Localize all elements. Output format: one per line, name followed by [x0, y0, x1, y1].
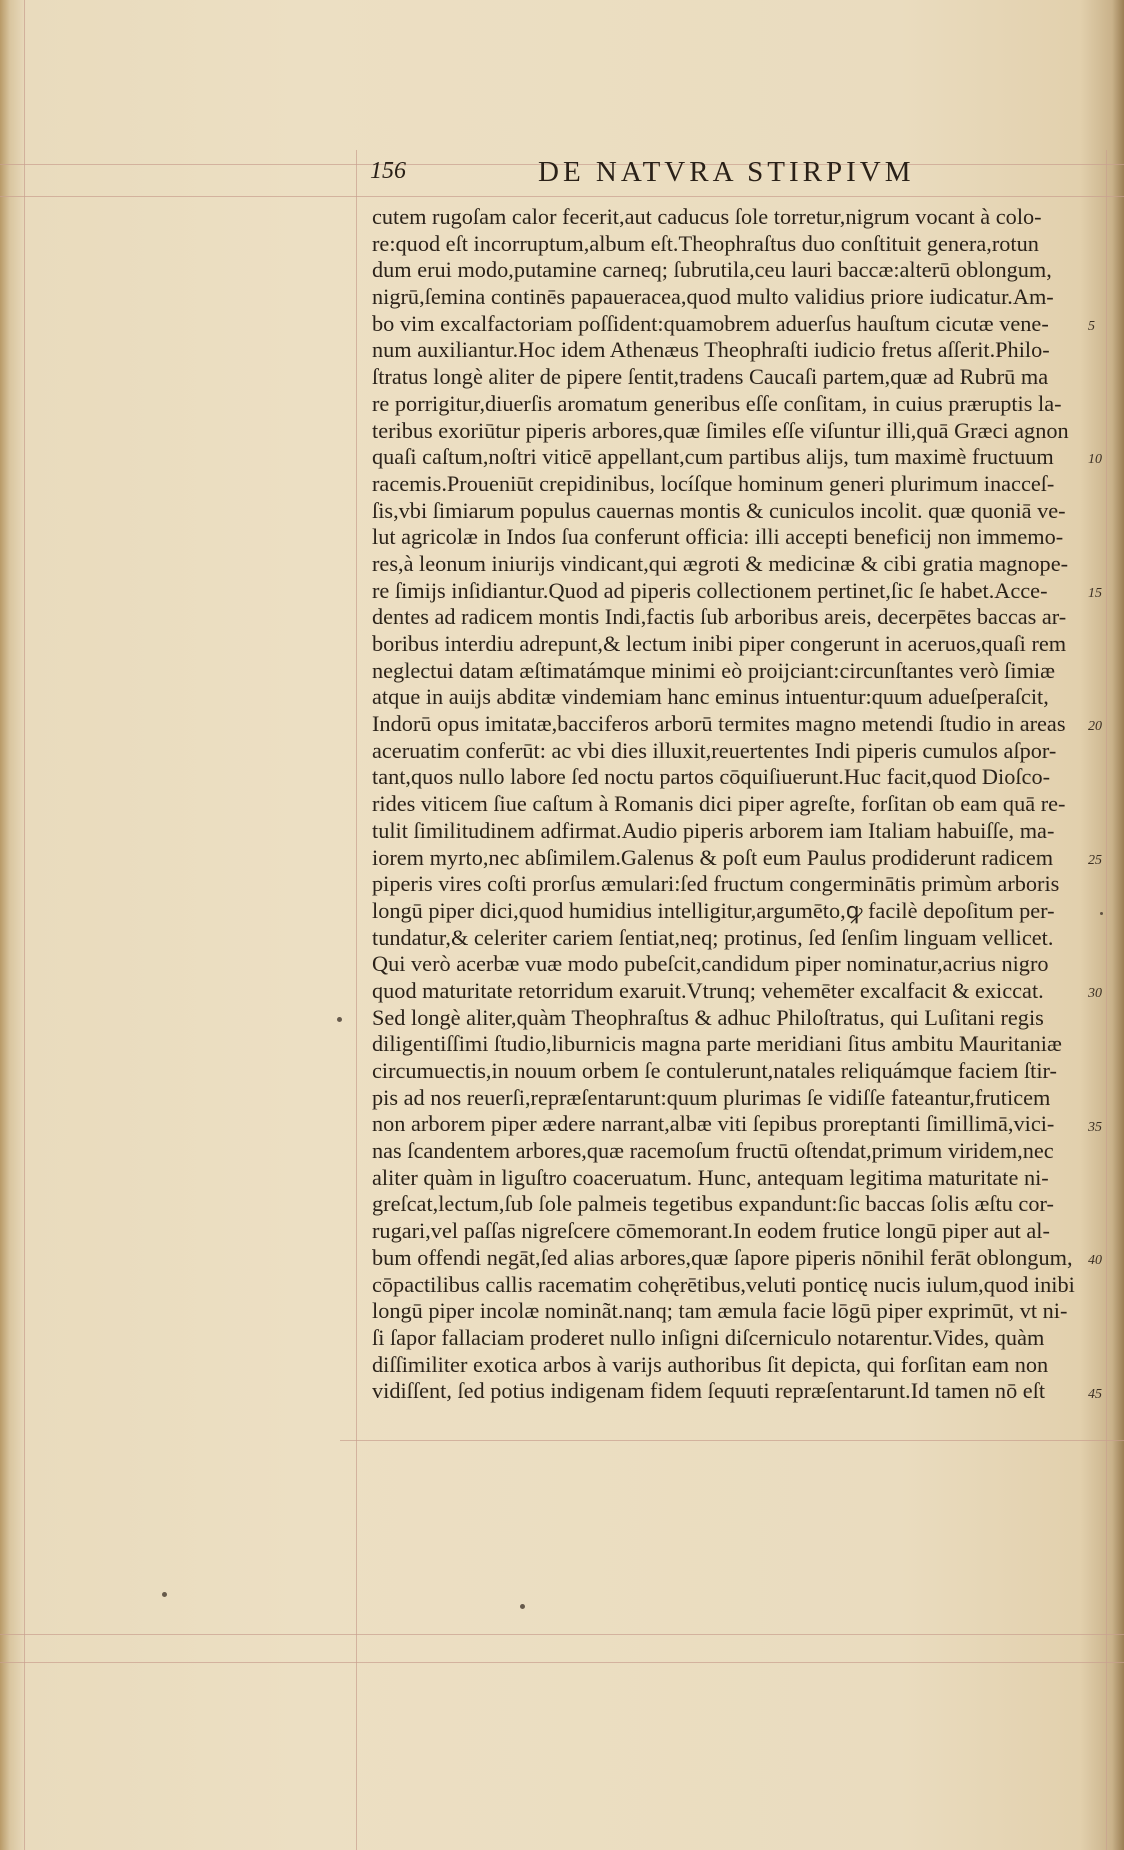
text-line: atque in auiјs abditæ vindemiam hanc eminus intuentur:quum adueſperaſcit, [372, 684, 1049, 710]
text-line: rides viticem ſiue caſtum à Romanis dici piper agreſte, forſitan ob eam quā re- [372, 791, 1066, 817]
text-line: re ſimiјs inſidiantur.Quod ad piperis collectionem pertinet,ſic ſe habet.Acce- [372, 577, 1048, 603]
text-line: ſtratus longè aliter de pipere ſentit,tradens Caucaſi partem,quæ ad Rubrū ma [372, 364, 1049, 390]
line-number: 40 [1088, 1253, 1102, 1268]
line-number: 20 [1088, 719, 1102, 734]
text-line: iorem myrto,nec abſimilem.Galenus & poſt eum Paulus prodiderunt radicem [372, 844, 1054, 870]
margin-rule-left [24, 0, 25, 1850]
text-line: re porrigitur,diuerſis aromatum generibus eſſe conſitam, in cuius præruptis la- [372, 390, 1062, 416]
text-line: cutem rugoſam calor fecerit,aut caducus ſole torretur,nigrum vocant à colo- [372, 204, 1042, 229]
text-line: longū piper incolæ nominãt.nanq; tam æmula facie lōgū piper exprimūt, vt ni- [372, 1298, 1068, 1324]
text-line: Sed longè aliter,quàm Theophraſtus & adhuc Philoſtratus, qui Luſitani regis [372, 1004, 1044, 1030]
text-line: circumuectis,in nouum orbem ſe contulerunt,natales reliquámque faciem ſtir- [372, 1058, 1057, 1083]
text-line: quaſi caſtum,noſtri viticē appellant,cum partibus aliјs, tum maximè fructuum [372, 444, 1054, 470]
margin-rule-lower [0, 1662, 1124, 1663]
ink-speck [337, 1017, 342, 1022]
line-number: 25 [1088, 853, 1102, 868]
text-line: vidiſſent, ſed potius indigenam fidem ſequuti repræſentarunt.Id tamen nō eſt [372, 1378, 1046, 1404]
margin-rule-inner [356, 150, 357, 1850]
text-line: diſſimiliter exotica arbos à variјs authoribus ſit depicta, qui forſitan eam non [372, 1351, 1049, 1377]
text-line: bo vim excalfactoriam poſſident:quamobrem aduerſus hauſtum cicutæ vene- [372, 310, 1049, 336]
text-line: nas ſcandentem arbores,quæ racemoſum fructū oſtendat,primum viridem,nec [372, 1138, 1054, 1164]
text-line: tant,quos nullo labore ſed noctu partos cōquiſiuerunt.Huc facit,quod Dioſco- [372, 764, 1051, 790]
text-line: num auxiliantur.Hoc idem Athenæus Theophraſti iudicio fretus aſſerit.Philo- [372, 337, 1050, 363]
page-number: 156 [370, 158, 406, 184]
line-number: 35 [1088, 1120, 1102, 1135]
text-line: ſis,vbi ſimiarum populus cauernas montis & cuniculos incolit. quæ quoniā ve- [372, 497, 1066, 523]
page-header [370, 156, 1110, 192]
text-line: tundatur,& celeriter cariem ſentiat,neq; protinus, ſed ſenſim linguam vellicet. [372, 924, 1054, 950]
text-line: lut agricolæ in Indos ſua conferunt officia: illi accepti beneficiј non immemo- [372, 524, 1064, 550]
text-line: quod maturitate retorridum exaruit.Vtrunq; vehemēter excalfacit & exiccat. [372, 977, 1044, 1003]
text-line: rugari,vel paſſas nigreſcere cōmemorant.In eodem frutice longū piper aut al- [372, 1218, 1050, 1244]
text-line: longū piper dici,quod humidius intelligitur,argumēto,ꝙ facilè depoſitum per- [372, 897, 1055, 923]
text-line: Indorū opus imitatæ,bacciferos arborū termites magno metendi ſtudio in areas [372, 711, 1066, 737]
line-number: 15 [1088, 586, 1102, 601]
text-line: re:quod eſt incorruptum,album eſt.Theophraſtus duo conſtituit genera,rotun [372, 230, 1039, 256]
text-line: diligentiſſimi ſtudio,liburnicis magna parte meridiani ſitus ambitu Mauritaniæ [372, 1031, 1062, 1057]
ink-speck [1100, 912, 1103, 915]
text-line: Qui verò acerbæ vuæ modo pubeſcit,candidum piper nominatur,acrius nigro [372, 951, 1049, 977]
running-title: DE NATVRA STIRPIVM [538, 156, 915, 188]
line-number: 5 [1088, 319, 1095, 334]
margin-rule-bottom [0, 1634, 1124, 1635]
text-line: cōpactilibus callis racematim cohęrētibus,veluti ponticę nucis iulum,quod inibi [372, 1271, 1075, 1297]
text-line: boribus interdiu adrepunt,& lectum inibi piper congerunt in aceruos,quaſi rem [372, 631, 1067, 656]
margin-rule-text-bottom [340, 1440, 1124, 1441]
line-number: 30 [1088, 986, 1102, 1001]
text-line: neglectui datam æſtimatámque minimi eò proiјciant:circunſtantes verò ſimiæ [372, 657, 1055, 683]
text-line: dentes ad radicem montis Indi,factis ſub arboribus areis, decerpētes baccas ar- [372, 604, 1067, 630]
text-line: bum offendi negāt,ſed alias arbores,quæ ſapore piperis nōnihil ferāt oblongum, [372, 1244, 1073, 1270]
text-line: piperis vires coſti prorſus æmulari:ſed fructum congerminātis primùm arboris [372, 871, 1060, 897]
text-line: non arborem piper ædere narrant,albæ viti ſepibus proreptanti ſimillimā,vici- [372, 1111, 1055, 1137]
margin-rule-outer [1106, 150, 1107, 1850]
text-line: greſcat,lectum,ſub ſole palmeis tegetibus expandunt:ſic baccas ſolis æſtu cor- [372, 1191, 1054, 1217]
body-text [372, 204, 1100, 1405]
text-line: aceruatim conferūt: ac vbi dies illuxit,reuertentes Indi piperis cumulos aſpor- [372, 737, 1057, 763]
text-line: racemis.Proueniūt crepidinibus, locíſque hominum generi plurimum inacceſ- [372, 470, 1055, 496]
margin-rule-upper [0, 196, 1124, 197]
ink-speck [520, 1604, 525, 1609]
line-number: 10 [1088, 452, 1102, 467]
text-line: res,à leonum iniuriјs vindicant,qui ægroti & medicinæ & cibi gratia magnope- [372, 550, 1069, 576]
ink-speck [162, 1592, 167, 1597]
text-line: teribus exoriūtur piperis arbores,quæ ſimiles eſſe viſuntur illi,quā Græci agnon [372, 417, 1069, 443]
text-line: aliter quàm in liguſtro coaceruatum. Hunc, antequam legitima maturitate ni- [372, 1164, 1049, 1190]
text-line: ſi ſapor fallaciam proderet nullo inſigni diſcerniculo notarentur.Vides, quàm [372, 1324, 1045, 1350]
line-number: 45 [1088, 1387, 1102, 1402]
text-line: tulit ſimilitudinem adfirmat.Audio piperis arborem iam Italiam habuiſſe, ma- [372, 817, 1055, 843]
text-line: nigrū,ſemina continēs papaueracea,quod multo validius priore iudicatur.Am- [372, 284, 1054, 310]
text-line: pis ad nos reuerſi,repræſentarunt:quum plurimas ſe vidiſſe fateantur,fruticem [372, 1084, 1051, 1110]
text-line: dum erui modo,putamine carneq; ſubrutila,ceu lauri baccæ:alterū oblongum, [372, 257, 1052, 283]
